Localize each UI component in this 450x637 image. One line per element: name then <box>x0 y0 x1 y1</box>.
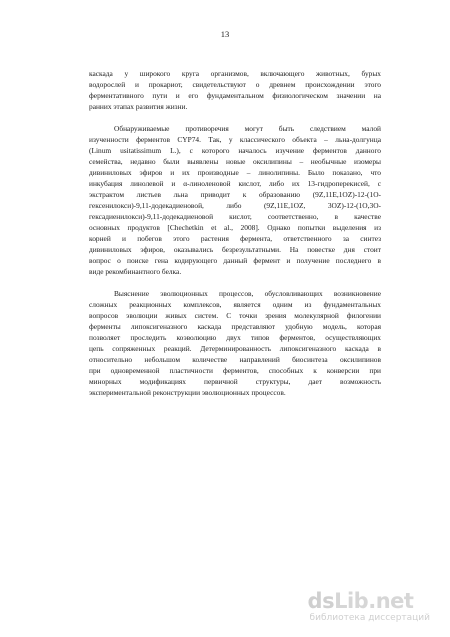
watermark <box>308 591 430 623</box>
text-line: цепь сопряженных реакций. Детерминированность липоксигеназного каскада в <box>89 344 381 353</box>
text-line: основных продуктов [Chechetkin et al., 2008]. Однако попытки выделения из <box>89 223 381 232</box>
page-number: 13 <box>220 29 230 39</box>
text-line: водорослей и прокариот, свидетельствуют о древнем происхождении этого <box>89 80 381 89</box>
text-line: Выяснение эволюционных процессов, обусловливающих возникновение <box>114 289 381 298</box>
paragraph-gap <box>89 112 381 123</box>
text-line: изученности ферментов CYP74. Так, у классического объекта – льна-долгунца <box>89 135 381 144</box>
text-line: ранних этапах развития жизни. <box>89 102 188 111</box>
watermark-logo-lib: Lib <box>334 589 369 613</box>
watermark-logo <box>308 591 430 612</box>
text-line: гексенилокси)-9,11-додекадиеновой, либо (9Z,11E,1OZ, 3OZ)-12-(1O,3O- <box>89 201 381 210</box>
watermark-logo-ds: ds <box>307 589 335 613</box>
watermark-logo-net: .net <box>368 589 414 613</box>
text-line: экстрактом листьев льна приводит к образованию (9Z,11E,1OZ)-12-(1O- <box>89 190 381 199</box>
text-line: вопрос о поиске гена кодирующего данный фермент и получение последнего в <box>89 256 381 265</box>
text-line: позволяет проследить коэволюцию двух типов ферментов, осуществляющих <box>89 333 381 342</box>
text-line: ферментативного пути и его фундаментальном физиологическом значении на <box>89 91 381 100</box>
text-line: корней и побегов этого растения фермента, ответственного за синтез <box>89 234 381 243</box>
text-line: относительно небольшом количестве направлений биосинтеза оксилипинов <box>89 355 381 364</box>
text-line: ферменты липоксигеназного каскада представляют удобную модель, которая <box>89 322 381 331</box>
text-line: дивиниловых эфиров и их производные – линолипины. Было показано, что <box>89 168 381 177</box>
watermark-caption: библиотека диссертаций <box>309 613 430 623</box>
text-line: каскада у широкого круга организмов, включающего животных, бурых <box>89 69 381 78</box>
text-line: виде рекомбинантного белка. <box>89 267 182 276</box>
text-line: инкубация линолевой и α-линоленовой кислот, либо их 13-гидроперекисей, с <box>89 179 381 188</box>
paragraph <box>89 68 381 112</box>
document-body <box>89 68 381 398</box>
text-line: гексадиенилокси)-9,11-додекадиеновой кислот, соответственно, в качестве <box>89 212 381 221</box>
text-line: сложных реакционных комплексов, является одним из фундаментальных <box>89 300 381 309</box>
text-line: семейства, недавно были выявлены новые оксилипины – необычные изомеры <box>89 157 381 166</box>
paragraph <box>89 288 381 398</box>
text-line: при одновременной пластичности ферментов, способных к конверсии при <box>89 366 381 375</box>
paragraph-gap <box>89 277 381 288</box>
text-line: (Linum usitatissimum L.), с которого началось изучение ферментов данного <box>89 146 381 155</box>
text-line: экспериментальной реконструкции эволюционных процессов. <box>89 388 286 397</box>
text-line: минорных модификациях первичной структуры, дает возможность <box>89 377 381 386</box>
text-line: Обнаруживаемые противоречия могут быть следствием малой <box>114 124 381 133</box>
text-line: вопросов эволюции живых систем. С точки зрения молекулярной филогении <box>89 311 381 320</box>
paragraph <box>89 123 381 277</box>
text-line: дивиниловых эфиров, оказывались безрезультатными. На повестке дня стоит <box>89 245 381 254</box>
